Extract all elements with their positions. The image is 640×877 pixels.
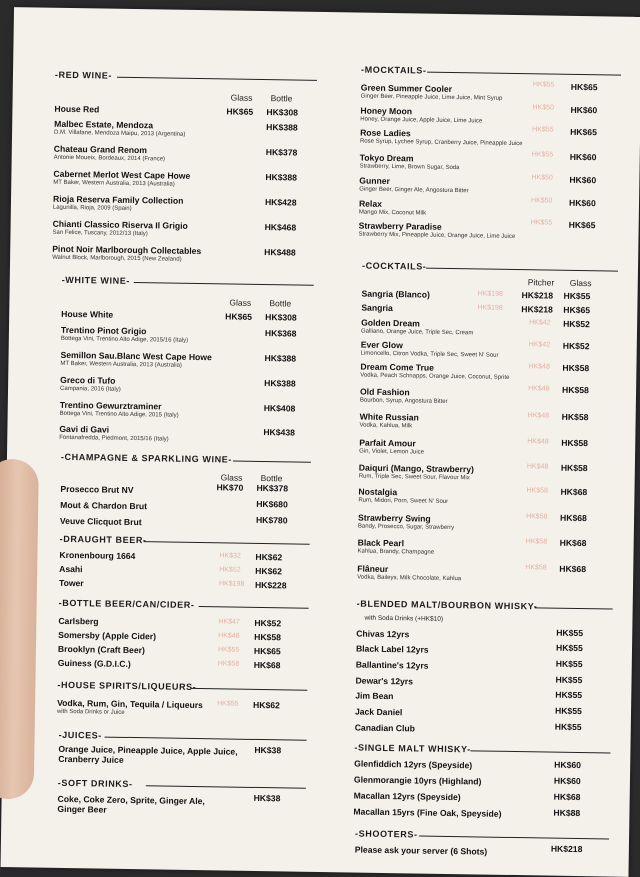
menu-item	[60, 400, 312, 421]
item-name: Canadian Club	[354, 722, 416, 734]
glass-price: HK$52	[562, 340, 590, 352]
faint-price: HK$48	[527, 438, 549, 446]
menu-page	[1, 7, 640, 877]
item-name: Old Fashion	[359, 386, 410, 398]
section-title: -RED WINE-	[54, 69, 113, 81]
faint-price: HK$48	[526, 463, 549, 471]
item-name: Tokyo Dream	[359, 152, 414, 164]
item-desc: Strawberry Mix, Pineapple Juice, Orange Juice, Lime Juice	[358, 231, 516, 240]
faint-price: HK$50	[532, 104, 554, 112]
faint-price: HK$42	[528, 341, 551, 349]
item-name: Ever Glow	[360, 339, 403, 351]
whisky-note: with Soda Drinks (+HK$10)	[364, 614, 444, 623]
menu-item	[355, 691, 611, 705]
item-name: Guiness (G.D.I.C.)	[57, 657, 131, 669]
item-name: Macallan 15yrs (Fine Oak, Speyside)	[353, 806, 502, 819]
price: HK$88	[553, 807, 581, 819]
price: HK$58	[254, 631, 282, 643]
faint-price: HK$42	[529, 319, 551, 327]
bottle-price: HK$428	[264, 197, 297, 208]
item-name: Carlsberg	[58, 615, 99, 627]
menu-item	[60, 484, 310, 498]
item-name: Ballantine's 12yrs	[355, 659, 429, 671]
faint-price: HK$198	[477, 304, 503, 312]
menu-item	[60, 516, 310, 530]
faint-price: HK$198	[218, 580, 245, 588]
bottle-price: HK$388	[265, 172, 298, 183]
shooters-section	[354, 828, 609, 857]
faint-price: HK$58	[526, 487, 548, 495]
item-name: Coke, Coke Zero, Sprite, Ginger Ale,	[57, 793, 205, 807]
menu-item	[58, 616, 308, 630]
faint-price: HK$55	[530, 219, 553, 227]
menu-item	[357, 564, 613, 585]
bottle-price: HK$488	[264, 247, 296, 258]
menu-item	[59, 424, 311, 445]
item-name: Daiquri (Mango, Strawberry)	[358, 462, 474, 475]
item-desc: Campania, 2016 (Italy)	[60, 385, 121, 393]
left-column	[52, 60, 317, 815]
juices-section	[58, 729, 307, 765]
item-name: Strawberry Swing	[357, 512, 431, 524]
price: HK$65	[570, 81, 598, 93]
house-spirits-section	[56, 679, 307, 716]
menu-item	[358, 513, 614, 534]
bottle-header: Bottle	[269, 298, 292, 309]
pitcher-price: HK$218	[521, 304, 553, 315]
item-name: Chivas 12yrs	[356, 628, 410, 640]
glass-header: Glass	[569, 277, 592, 289]
soft-drinks-section	[57, 777, 306, 815]
item-desc: Vodka, Baileys, Milk Chocolate, Kahlua	[357, 574, 462, 583]
menu-item	[58, 630, 308, 644]
item-name: Rioja Reserva Family Collection	[52, 193, 184, 206]
item-name: House Red	[54, 103, 100, 115]
price: HK$62	[255, 565, 283, 577]
item-desc: Kahlua, Brandy, Champagne	[357, 548, 435, 556]
price: HK$65	[568, 219, 596, 231]
item-desc: Antonie Moueix, Bordeaux, 2014 (France)	[53, 154, 166, 163]
thumb	[0, 459, 39, 800]
price: HK$60	[553, 775, 581, 787]
mocktails-section	[358, 64, 621, 240]
menu-item	[362, 289, 618, 303]
bottle-price: HK$378	[256, 482, 289, 494]
item-name: Trentino Pinot Grigio	[60, 324, 147, 337]
price: HK$60	[554, 759, 582, 771]
item-name: Somersby (Apple Cider)	[58, 629, 157, 642]
item-desc: Ginger Beer, Pineapple Juice, Lime Juice, Mint Syrup	[360, 93, 503, 102]
price: HK$60	[569, 174, 597, 186]
menu-item	[355, 707, 611, 721]
price: HK$55	[555, 658, 583, 670]
single-malt-section	[353, 742, 610, 819]
glass-price: HK$52	[563, 318, 590, 330]
menu-item	[354, 775, 610, 789]
faint-price: HK$48	[218, 632, 240, 640]
item-name: Vodka, Rum, Gin, Tequila / Liqueurs	[57, 697, 203, 711]
glass-price: HK$68	[559, 537, 587, 549]
item-desc: Vodka, Peach Schnapps, Orange Juice, Coconut, Sprite	[360, 372, 510, 381]
item-desc: Galliano, Orange Juice, Triple Sec, Cream	[360, 328, 474, 337]
item-desc: Mango Mix, Coconut Milk	[358, 209, 427, 217]
section-title: -MOCKTAILS-	[361, 64, 427, 76]
glass-header: Glass	[229, 297, 252, 308]
menu-item	[59, 578, 309, 592]
glass-price: HK$65	[225, 311, 253, 322]
faint-price: HK$48	[527, 412, 550, 420]
glass-price: HK$58	[561, 411, 589, 423]
faint-price: HK$55	[217, 646, 240, 654]
bottle-beer-section	[57, 597, 309, 671]
faint-price: HK$50	[531, 174, 553, 182]
menu-item	[354, 791, 610, 805]
section-title: -BLENDED MALT/BOURBON WHISKY-	[356, 598, 538, 612]
bottle-price: HK$680	[256, 498, 288, 510]
section-title: -BOTTLE BEER/CAN/CIDER-	[58, 597, 195, 610]
menu-item	[357, 538, 613, 559]
cocktails-section	[357, 260, 618, 583]
price: HK$62	[255, 551, 283, 563]
menu-item	[355, 723, 611, 737]
menu-item	[57, 794, 305, 818]
glass-price: HK$70	[216, 482, 244, 493]
glass-price: HK$58	[560, 462, 588, 474]
menu-item	[359, 438, 615, 459]
pitcher-price: HK$218	[521, 290, 554, 301]
item-name: White Russian	[359, 411, 419, 423]
menu-item	[361, 303, 617, 317]
glass-price: HK$68	[560, 512, 587, 524]
menu-item	[360, 153, 620, 174]
item-desc: MT Baker, Western Australia, 2013 (Australia)	[53, 179, 175, 188]
item-name: Kronenbourg 1664	[59, 549, 136, 562]
menu-item	[58, 744, 306, 768]
menu-item	[353, 806, 609, 820]
item-desc: San Felice, Tuscany, 2012/13 (Italy)	[52, 229, 148, 238]
section-title: -CHAMPAGNE & SPARKLING WINE-	[60, 451, 233, 465]
menu-item	[52, 219, 314, 240]
bottle-price: HK$388	[264, 378, 296, 389]
bottle-price: HK$308	[265, 312, 297, 323]
bottle-price: HK$780	[255, 514, 288, 526]
item-name: Mout & Chardon Brut	[60, 499, 148, 512]
price: HK$65	[570, 126, 597, 138]
item-name-line2: Ginger Beer	[57, 803, 107, 815]
glass-price: HK$58	[562, 384, 589, 396]
price: HK$65	[253, 645, 281, 657]
item-desc: Limoncello, Citron Vodka, Triple Sec, Sweet N' Sour	[360, 350, 499, 359]
blended-whisky-section	[354, 598, 613, 734]
menu-item	[53, 169, 315, 190]
item-name: Semillon Sau.Blanc West Cape Howe	[60, 349, 212, 363]
item-name: Orange Juice, Pineapple Juice, Apple Juice,	[58, 743, 238, 757]
item-name: Jim Bean	[355, 690, 394, 702]
menu-item	[359, 176, 619, 197]
menu-item	[356, 629, 612, 643]
item-desc: Rose Syrup, Lychee Syrup, Cranberry Juice, Pineapple Juice	[359, 138, 523, 148]
item-name: Pinot Noir Marlborough Collectables	[52, 243, 202, 257]
bottle-price: HK$368	[264, 328, 297, 339]
glass-price: HK$68	[560, 486, 588, 498]
faint-price: HK$58	[525, 564, 547, 572]
item-desc: Bandy, Prosecco, Sugar, Strawberry	[357, 523, 455, 532]
item-name: Nostalgia	[358, 486, 398, 498]
item-name: Malbec Estate, Mendoza	[54, 118, 154, 131]
bottle-price: HK$438	[263, 427, 296, 438]
menu-item	[60, 500, 310, 514]
faint-price: HK$58	[217, 660, 240, 668]
price: HK$218	[550, 843, 583, 855]
item-name: Black Label 12yrs	[355, 643, 429, 655]
item-name: Sangria	[361, 302, 393, 314]
section-title: -WHITE WINE-	[61, 274, 131, 286]
faint-price: HK$58	[526, 513, 548, 521]
menu-item	[359, 199, 619, 220]
price: HK$60	[568, 197, 596, 209]
item-desc: Bourbon, Syrup, Angostura Bitter	[359, 397, 448, 405]
item-name: Brooklyn (Craft Beer)	[57, 643, 145, 656]
price: HK$38	[253, 792, 281, 804]
item-name: Parfait Amour	[359, 437, 416, 449]
price: HK$38	[254, 744, 282, 756]
glass-price: HK$58	[562, 362, 590, 374]
price: HK$55	[556, 627, 584, 639]
menu-item	[359, 463, 615, 484]
menu-item	[359, 384, 616, 408]
item-name: Dewar's 12yrs	[355, 675, 414, 687]
menu-item	[356, 660, 612, 674]
item-name: Jack Daniel	[354, 706, 403, 718]
glass-header: Glass	[230, 92, 253, 103]
white-wine-section	[59, 274, 314, 443]
bottle-header: Bottle	[260, 473, 283, 484]
section-title: -DRAUGHT BEER-	[59, 533, 147, 546]
menu-item	[59, 564, 309, 578]
menu-item	[60, 375, 312, 396]
price: HK$62	[253, 699, 280, 711]
section-title: -SHOOTERS-	[355, 828, 418, 840]
price: HK$228	[254, 579, 287, 591]
faint-price: HK$50	[531, 197, 553, 205]
item-name: Honey Moon	[360, 105, 413, 117]
faint-price: HK$48	[528, 363, 550, 371]
menu-item	[360, 362, 616, 383]
item-desc: Walnut Block, Marlborough, 2015 (New Zealand)	[52, 254, 182, 263]
item-name: Rose Ladies	[360, 127, 411, 139]
item-desc: Bottega Vini, Trentino Alto Adige, 2015 (Italy)	[59, 410, 179, 419]
item-name: Glenfiddich 12yrs (Speyside)	[354, 758, 473, 771]
menu-item	[361, 318, 617, 339]
section-title: -SINGLE MALT WHISKY-	[354, 742, 471, 755]
item-name: Tower	[58, 577, 84, 589]
menu-item	[53, 194, 315, 215]
item-name: Please ask your server (6 Shots)	[354, 844, 488, 857]
menu-item	[358, 487, 614, 508]
price: HK$55	[554, 705, 582, 717]
menu-item	[361, 83, 621, 104]
pitcher-header: Pitcher	[527, 277, 555, 288]
menu-item	[61, 325, 313, 346]
champagne-section	[59, 451, 311, 528]
item-desc: Bottega Vini, Trentino Alto Adige, 2015/16 (Italy)	[60, 335, 189, 344]
item-name: Sangria (Blanco)	[361, 288, 430, 300]
section-title: -JUICES-	[58, 729, 102, 741]
item-desc: Lagunilla, Rioja, 2009 (Spain)	[52, 204, 132, 212]
menu-item	[355, 845, 609, 859]
menu-item	[61, 309, 313, 323]
faint-price: HK$55	[532, 126, 554, 134]
item-name: Asahi	[59, 563, 83, 575]
red-wine-section	[52, 69, 317, 263]
faint-price: HK$52	[219, 566, 241, 574]
item-name: Relax	[358, 198, 383, 209]
item-desc: Gin, Violet, Lemon Juice	[359, 448, 425, 456]
item-desc: Rum, Triple Sec, Sweet Sour, Flavour Mix	[358, 473, 470, 482]
menu-item	[60, 350, 312, 371]
glass-price: HK$68	[559, 563, 587, 575]
section-title: -COCKTAILS-	[361, 260, 427, 272]
menu-item	[54, 104, 316, 118]
menu-item	[360, 106, 620, 127]
item-desc: Rum, Midori, Porn, Sweet N' Sour	[358, 497, 449, 505]
item-name: Chateau Grand Renom	[53, 143, 148, 156]
price: HK$60	[570, 104, 598, 116]
item-name: Dream Come True	[360, 361, 435, 373]
item-name: Gunner	[359, 175, 390, 186]
menu-item	[54, 144, 316, 165]
item-desc: Vodka, Kahlua, Milk	[359, 422, 413, 430]
menu-item	[359, 412, 615, 433]
bottle-price: HK$378	[265, 147, 298, 158]
item-name: House White	[61, 308, 114, 320]
bottle-price: HK$388	[264, 353, 297, 364]
glass-price: HK$55	[563, 290, 591, 302]
item-name: Flâneur	[357, 563, 389, 575]
item-desc: D.M. Villafane, Mendoza Maipu, 2013 (Argentina)	[54, 129, 186, 138]
item-name: Greco di Tufo	[60, 374, 116, 386]
menu-item	[54, 119, 316, 140]
item-desc: MT Baker, Western Australia, 2013 (Australia)	[60, 360, 182, 369]
menu-item	[52, 244, 314, 265]
right-column	[353, 64, 621, 857]
item-desc: Honey, Orange Juice, Apple Juice, Lime Juice	[360, 116, 483, 125]
faint-price: HK$32	[219, 552, 241, 560]
menu-item	[58, 644, 308, 658]
price: HK$55	[555, 674, 583, 686]
menu-item	[58, 658, 308, 672]
item-name: Black Pearl	[357, 537, 405, 549]
bottle-price: HK$408	[263, 403, 296, 414]
faint-price: HK$55	[531, 151, 554, 159]
menu-item	[361, 340, 617, 361]
faint-price: HK$47	[218, 618, 240, 626]
menu-item	[57, 698, 307, 719]
item-name: Chianti Classico Riserva Il Grigio	[52, 218, 188, 231]
faint-price: HK$48	[528, 385, 550, 393]
menu-item	[358, 221, 618, 242]
price: HK$55	[555, 689, 583, 701]
price: HK$68	[253, 659, 281, 671]
glass-price: HK$65	[563, 304, 591, 316]
menu-item	[356, 644, 612, 658]
price: HK$55	[554, 721, 582, 733]
glass-price: HK$58	[561, 437, 589, 449]
item-name: Glenmorangie 10yrs (Highland)	[353, 774, 482, 787]
item-desc: with Soda Drinks or Juice	[56, 708, 125, 716]
menu-item	[354, 759, 610, 773]
item-name: Gavi di Gavi	[59, 423, 110, 435]
bottle-header: Bottle	[270, 93, 293, 104]
faint-price: HK$58	[525, 538, 548, 546]
draught-beer-section	[58, 533, 310, 591]
price: HK$55	[555, 642, 583, 654]
menu-item	[360, 128, 620, 149]
item-name: Strawberry Paradise	[358, 220, 442, 232]
menu-item	[355, 676, 611, 690]
item-name: Macallan 12yrs (Speyside)	[353, 790, 461, 803]
bottle-price: HK$468	[264, 222, 297, 233]
item-name: Green Summer Cooler	[360, 82, 453, 94]
faint-price: HK$198	[477, 290, 503, 298]
item-name: Cabernet Merlot West Cape Howe	[53, 168, 191, 181]
glass-price: HK$65	[226, 106, 254, 117]
item-name-line2: Cranberry Juice	[58, 753, 124, 765]
item-desc: Ginger Beer, Ginger Ale, Angostura Bitter	[359, 186, 469, 195]
bottle-price: HK$388	[266, 122, 298, 133]
item-name: Golden Dream	[361, 317, 420, 329]
section-title: -HOUSE SPIRITS/LIQUEURS-	[57, 679, 197, 693]
price: HK$60	[569, 151, 597, 163]
item-desc: Strawberry, Lime, Brown Sugar, Soda	[359, 163, 460, 172]
menu-item	[59, 550, 309, 564]
glass-header: Glass	[220, 472, 243, 483]
item-name: Veuve Clicquot Brut	[59, 515, 142, 528]
faint-price: HK$55	[532, 81, 555, 89]
price: HK$52	[254, 617, 282, 629]
section-title: -SOFT DRINKS-	[57, 777, 133, 790]
item-name: Prosecco Brut NV	[60, 483, 134, 496]
price: HK$68	[553, 791, 581, 803]
bottle-price: HK$308	[266, 107, 299, 118]
faint-price: HK$55	[217, 700, 239, 708]
item-desc: Fontanafredda, Piedmont, 2015/16 (Italy)	[59, 434, 169, 443]
item-name: Trentino Gewurztraminer	[59, 399, 162, 412]
